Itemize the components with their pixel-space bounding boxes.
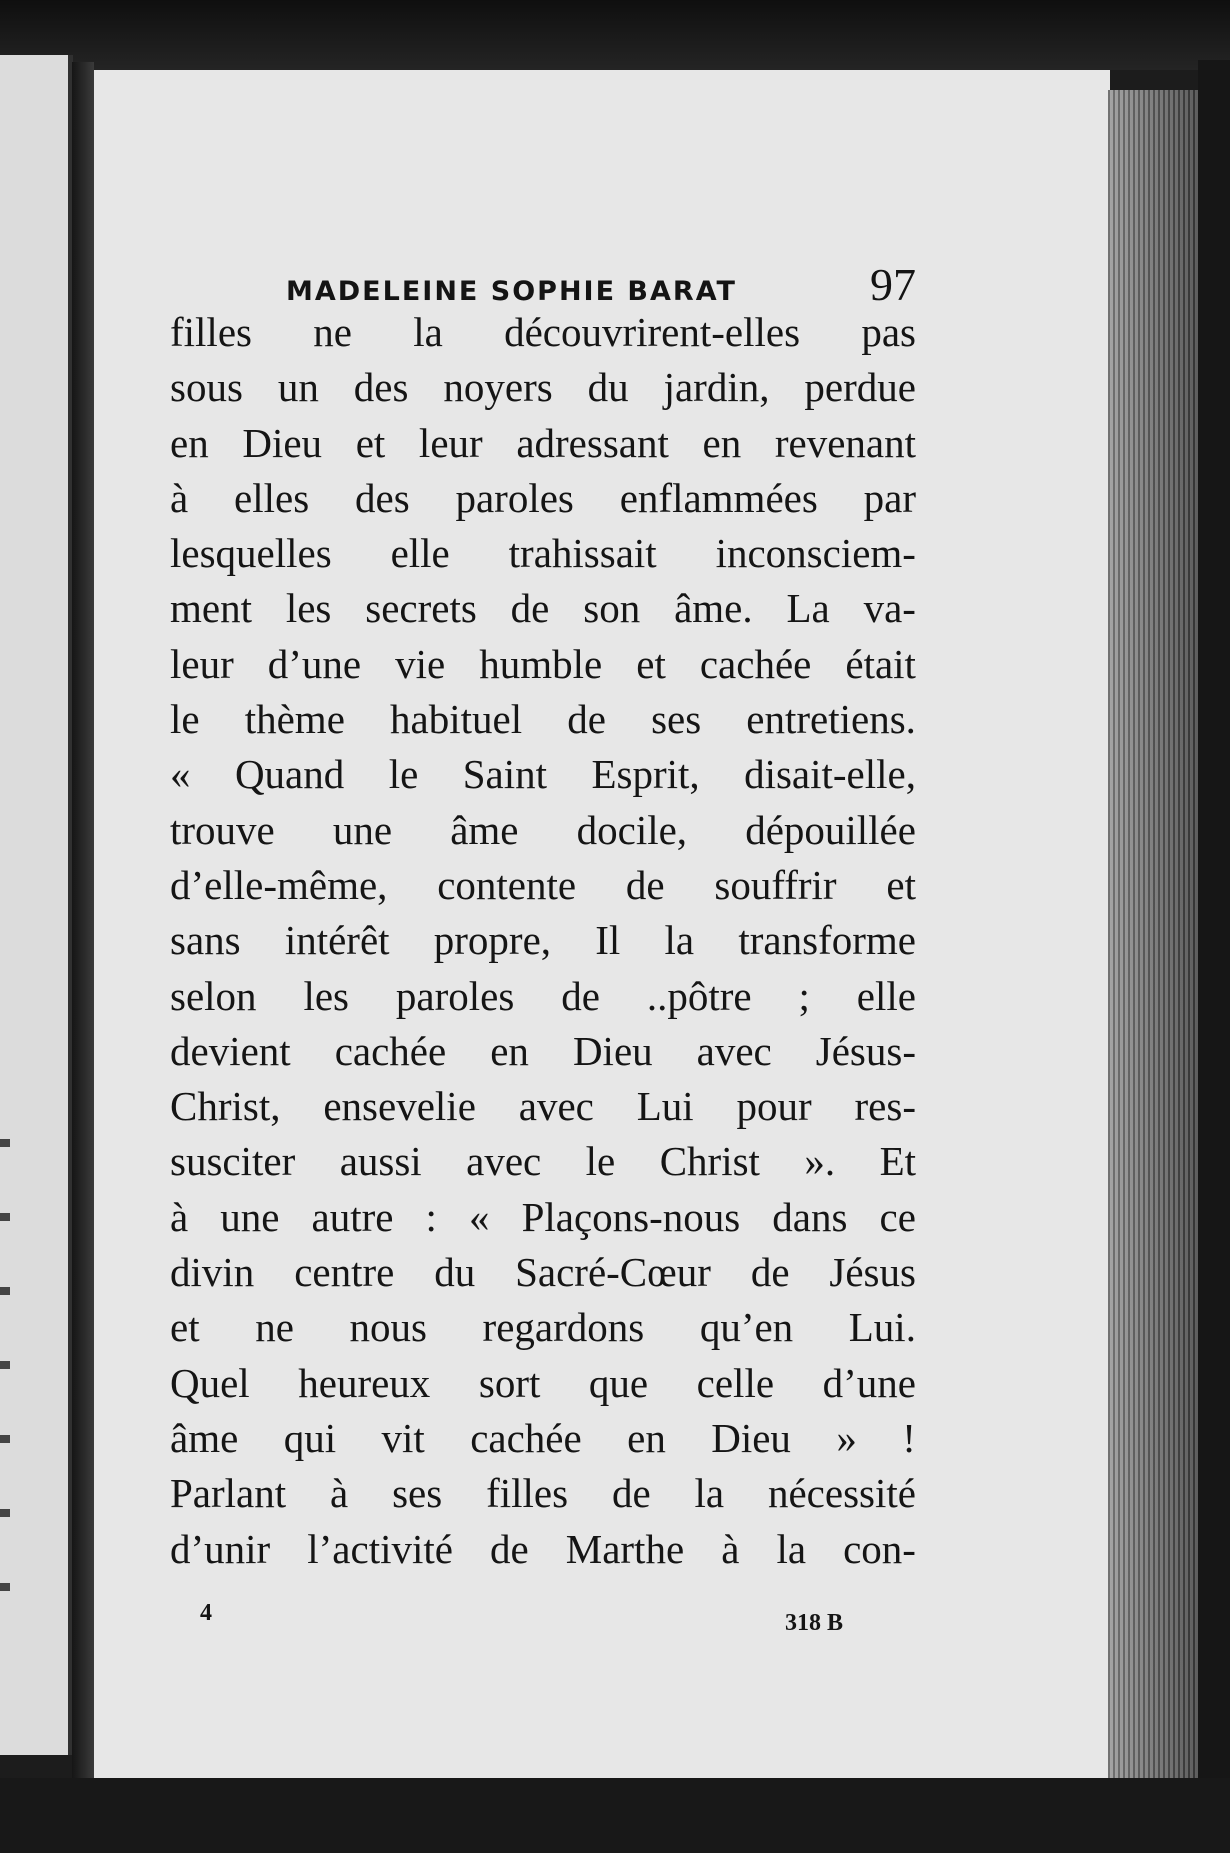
word: de [567,696,606,743]
word: cachée [699,640,812,687]
word: propre, [433,917,552,964]
word: Dieu [711,1414,791,1461]
word: et [636,640,666,687]
text-line [170,1356,916,1411]
word: et [170,1304,200,1351]
word: disait-elle, [744,751,916,798]
word: Jésus [829,1249,916,1296]
word: dans [772,1193,848,1240]
word: heureux [298,1359,431,1406]
word: par [863,474,916,521]
word: entretiens. [746,696,916,743]
word: ensevelie [323,1083,476,1130]
text-line [170,1134,916,1189]
word: Dieu [242,419,323,466]
word: en [170,419,209,466]
word: enflammées [619,474,818,521]
text-line [170,305,916,360]
word: âme [170,1414,239,1461]
word: ce [879,1193,916,1240]
word: Jésus- [815,1027,916,1074]
word: con- [843,1525,916,1572]
text-line [170,969,916,1024]
word: la [413,309,443,355]
word: du [587,364,629,411]
word: ses [651,696,702,743]
word: Marthe [565,1525,685,1572]
word: Plaçons-nous [521,1193,741,1240]
text-line [170,1079,916,1134]
text-line [170,360,916,415]
word: lesquelles [170,530,332,577]
word: Lui. [848,1304,916,1351]
word: d’une [822,1359,916,1406]
word: devient [170,1027,291,1074]
word: de [510,585,550,632]
word: des [353,364,409,411]
word: l’activité [307,1525,453,1572]
page-number: 97 [870,259,916,310]
word: la [776,1525,807,1572]
facing-page-edge [0,55,73,1755]
word: Et [879,1138,916,1185]
text-line [170,637,916,692]
word: Quand [234,751,345,798]
text-line [170,1466,916,1521]
signature-number: 4 [200,1600,212,1626]
text-line [170,692,916,747]
running-title: MADELEINE SOPHIE BARAT [286,276,737,307]
text-line [170,1190,916,1245]
word: ; [798,972,810,1019]
word: autre [311,1193,394,1240]
word: à [170,1193,189,1240]
word: celle [696,1359,775,1406]
text-line [170,581,916,636]
word: contente [437,861,577,908]
word: revenant [774,419,916,466]
word: ses [392,1470,443,1517]
word: cachée [334,1027,447,1074]
word: trahissait [508,530,657,577]
body-text [170,305,916,1577]
word: Il [595,917,621,964]
word: la [694,1470,725,1517]
word: secrets [365,585,477,632]
word: ne [255,1304,294,1351]
page-block-edge [1108,90,1198,1790]
word: du [434,1249,476,1296]
word: d’elle-même, [170,861,388,908]
word: sort [478,1359,541,1406]
text-line [170,803,916,858]
word: le [585,1138,616,1185]
word: dépouillée [745,806,916,853]
word: Saint [462,751,548,798]
word: Lui [636,1083,694,1130]
word: avec [518,1083,594,1130]
word: ..pôtre [646,972,752,1019]
word: était [845,640,916,687]
word: et [886,861,916,908]
signature-mark: 318 B [785,1610,844,1636]
word: le [170,696,200,743]
word: Christ, [170,1083,281,1130]
word: centre [294,1249,395,1296]
word: de [611,1470,651,1517]
word: leur [418,419,483,466]
word: nous [349,1304,427,1351]
word: d’unir [170,1525,271,1572]
word: aussi [339,1138,422,1185]
text-line [170,416,916,471]
text-line [170,1522,916,1577]
word: susciter [170,1138,296,1185]
word: les [285,585,332,632]
word: leur [170,640,234,687]
word: paroles [455,474,574,521]
word: elle [390,530,450,577]
word: Dieu [572,1027,653,1074]
text-line [170,1300,916,1355]
word: humble [479,640,603,687]
word: intérêt [284,917,390,964]
word: « [469,1193,490,1240]
scan-dark-bottom [0,1778,1230,1853]
word: jardin, [663,364,770,411]
word: Parlant [170,1470,287,1517]
word: vie [395,640,446,687]
word: divin [170,1249,255,1296]
word: en [627,1414,666,1461]
word: transforme [738,917,916,964]
word: ne [313,309,352,355]
word: une [332,806,393,853]
text-line [170,858,916,913]
word: ». [804,1138,836,1185]
text-line [170,913,916,968]
text-line [170,526,916,581]
word: les [303,972,349,1019]
word: une [220,1193,280,1240]
word: que [588,1359,649,1406]
word: trouve [170,806,275,853]
word: ment [170,585,252,632]
word: paroles [395,972,515,1019]
word: à [721,1525,740,1572]
word: âme. [674,585,753,632]
word: elle [856,972,916,1019]
word: de [750,1249,790,1296]
text-line [170,747,916,802]
word: » [836,1414,857,1461]
word: âme [450,806,519,853]
facing-page-text-fragments [0,1095,10,1595]
book-gutter [72,62,94,1778]
scan-dark-top [0,0,1230,70]
word: d’une [267,640,362,687]
word: Christ [659,1138,760,1185]
word: pas [861,309,916,355]
word: va- [863,585,916,632]
word: qui [283,1414,337,1461]
word: docile, [576,806,688,853]
word: selon [170,972,257,1019]
word: habituel [390,696,523,743]
word: adressant [516,419,669,466]
word: avec [696,1027,772,1074]
word: Esprit, [591,751,700,798]
scan-right-shadow [1198,60,1230,1853]
text-line [170,471,916,526]
word: sans [170,917,241,964]
text-line [170,1245,916,1300]
text-line [170,1024,916,1079]
word: de [561,972,600,1019]
word: perdue [804,364,916,411]
word: vit [381,1414,425,1461]
word: thème [244,696,345,743]
word: son [583,585,641,632]
word: qu’en [699,1304,794,1351]
word: à [170,474,189,521]
word: « [170,751,191,798]
word: Sacré-Cœur [515,1249,711,1296]
word: la [664,917,695,964]
word: ! [902,1414,916,1461]
word: en [702,419,742,466]
word: nécessité [767,1470,916,1517]
word: regardons [482,1304,645,1351]
word: : [425,1193,437,1240]
word: avec [466,1138,542,1185]
word: elles [234,474,310,521]
word: de [490,1525,529,1572]
word: des [355,474,410,521]
word: noyers [443,364,553,411]
word: inconsciem- [715,530,916,577]
word: le [388,751,419,798]
word: de [625,861,665,908]
word: res- [854,1083,916,1130]
word: à [330,1470,349,1517]
word: filles [486,1470,569,1517]
word: La [786,585,830,632]
word: et [355,419,386,466]
text-line [170,1411,916,1466]
word: souffrir [714,861,837,908]
word: pour [736,1083,812,1130]
word: cachée [470,1414,582,1461]
word: Quel [170,1359,250,1406]
word: découvrirent-elles [504,309,801,355]
word: en [490,1027,529,1074]
word: un [277,364,319,411]
running-head [286,258,916,311]
word: sous [170,364,243,411]
word: filles [170,309,252,355]
